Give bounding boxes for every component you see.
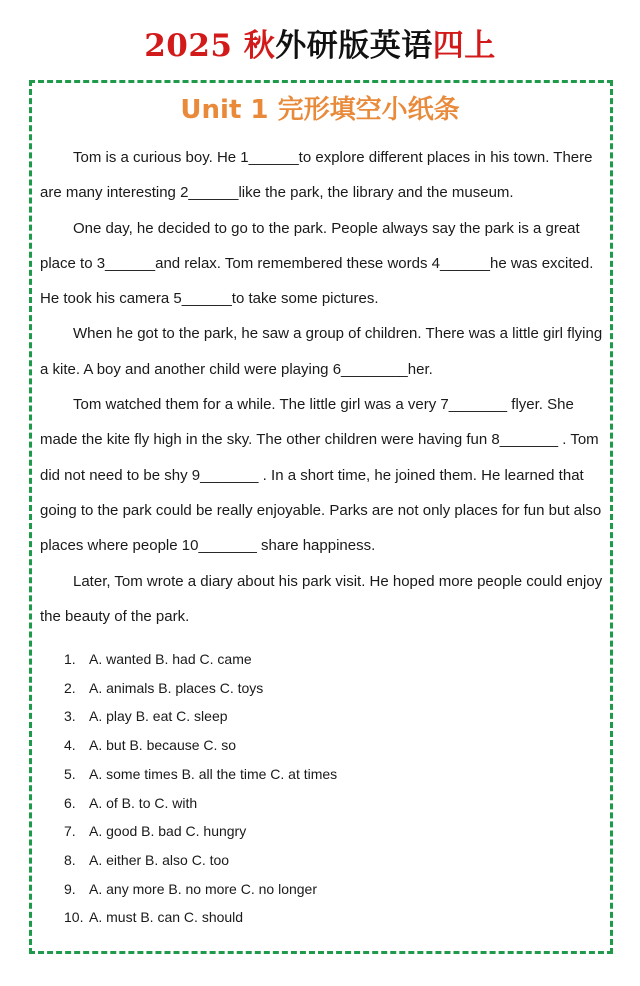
passage-paragraph: Tom watched them for a while. The little girl was a very 7_______ flyer. She made the kite fly high in the sky. The other children were having fun 8_______ . Tom did not need to be shy 9_______ . In a short time, he joined them. He learned that going to the park could be really enjoyable. Parks are not only places for fun but also places where people 10_______ share happiness. xyxy=(40,396,606,555)
option-text: A. play B. eat C. sleep xyxy=(89,708,228,725)
option-item xyxy=(64,789,584,818)
option-number: 5. xyxy=(64,765,76,782)
option-item xyxy=(64,645,584,674)
page-title xyxy=(0,26,640,66)
unit-subtitle: Unit 1 完形填空小纸条 xyxy=(180,95,460,125)
option-item xyxy=(64,903,584,932)
option-text: A. either B. also C. too xyxy=(89,851,230,868)
option-text: A. but B. because C. so xyxy=(89,737,237,754)
option-number: 1. xyxy=(64,651,76,667)
option-item xyxy=(64,702,584,731)
option-text: A. some times B. all the time C. at times xyxy=(89,765,338,782)
option-text: A. animals B. places C. toys xyxy=(89,679,264,696)
option-text: A. of B. to C. with xyxy=(89,794,198,811)
option-text: A. good B. bad C. hungry xyxy=(89,823,247,840)
passage-paragraph: One day, he decided to go to the park. People always say the park is a great place to 3______and relax. Tom remembered these words 4______he was excited. He took his camera 5______to take some pictures. xyxy=(40,219,598,308)
title-year: 2025 xyxy=(144,28,244,64)
option-number: 4. xyxy=(64,737,76,754)
option-text: A. wanted B. had C. came xyxy=(89,651,252,667)
option-text: A. must B. can C. should xyxy=(89,909,244,926)
title-publisher: 外研版英语 xyxy=(275,28,433,64)
option-item xyxy=(64,731,584,760)
passage-paragraph: Later, Tom wrote a diary about his park visit. He hoped more people could enjoy the beauty of the park. xyxy=(40,572,607,625)
option-number: 8. xyxy=(64,851,76,868)
answer-options-list xyxy=(64,645,584,932)
option-number: 6. xyxy=(64,794,76,811)
option-item xyxy=(64,674,584,703)
title-season: 秋 xyxy=(243,28,276,64)
option-item xyxy=(64,875,584,904)
option-number: 3. xyxy=(64,708,76,725)
option-text: A. any more B. no more C. no longer xyxy=(89,880,317,897)
passage-paragraph: When he got to the park, he saw a group of children. There was a little girl flying a kite. A boy and another child were playing 6________her. xyxy=(40,325,607,378)
option-item xyxy=(64,760,584,789)
option-number: 7. xyxy=(64,823,76,840)
passage-paragraph: Tom is a curious boy. He 1______to explore different places in his town. There are many interesting 2______like the park, the library and the museum. xyxy=(40,149,597,202)
option-item xyxy=(64,846,584,875)
option-number: 9. xyxy=(64,880,76,897)
option-item xyxy=(64,817,584,846)
title-grade: 四上 xyxy=(432,28,496,64)
option-number: 10. xyxy=(64,909,84,926)
cloze-passage xyxy=(40,140,608,634)
option-number: 2. xyxy=(64,679,76,696)
